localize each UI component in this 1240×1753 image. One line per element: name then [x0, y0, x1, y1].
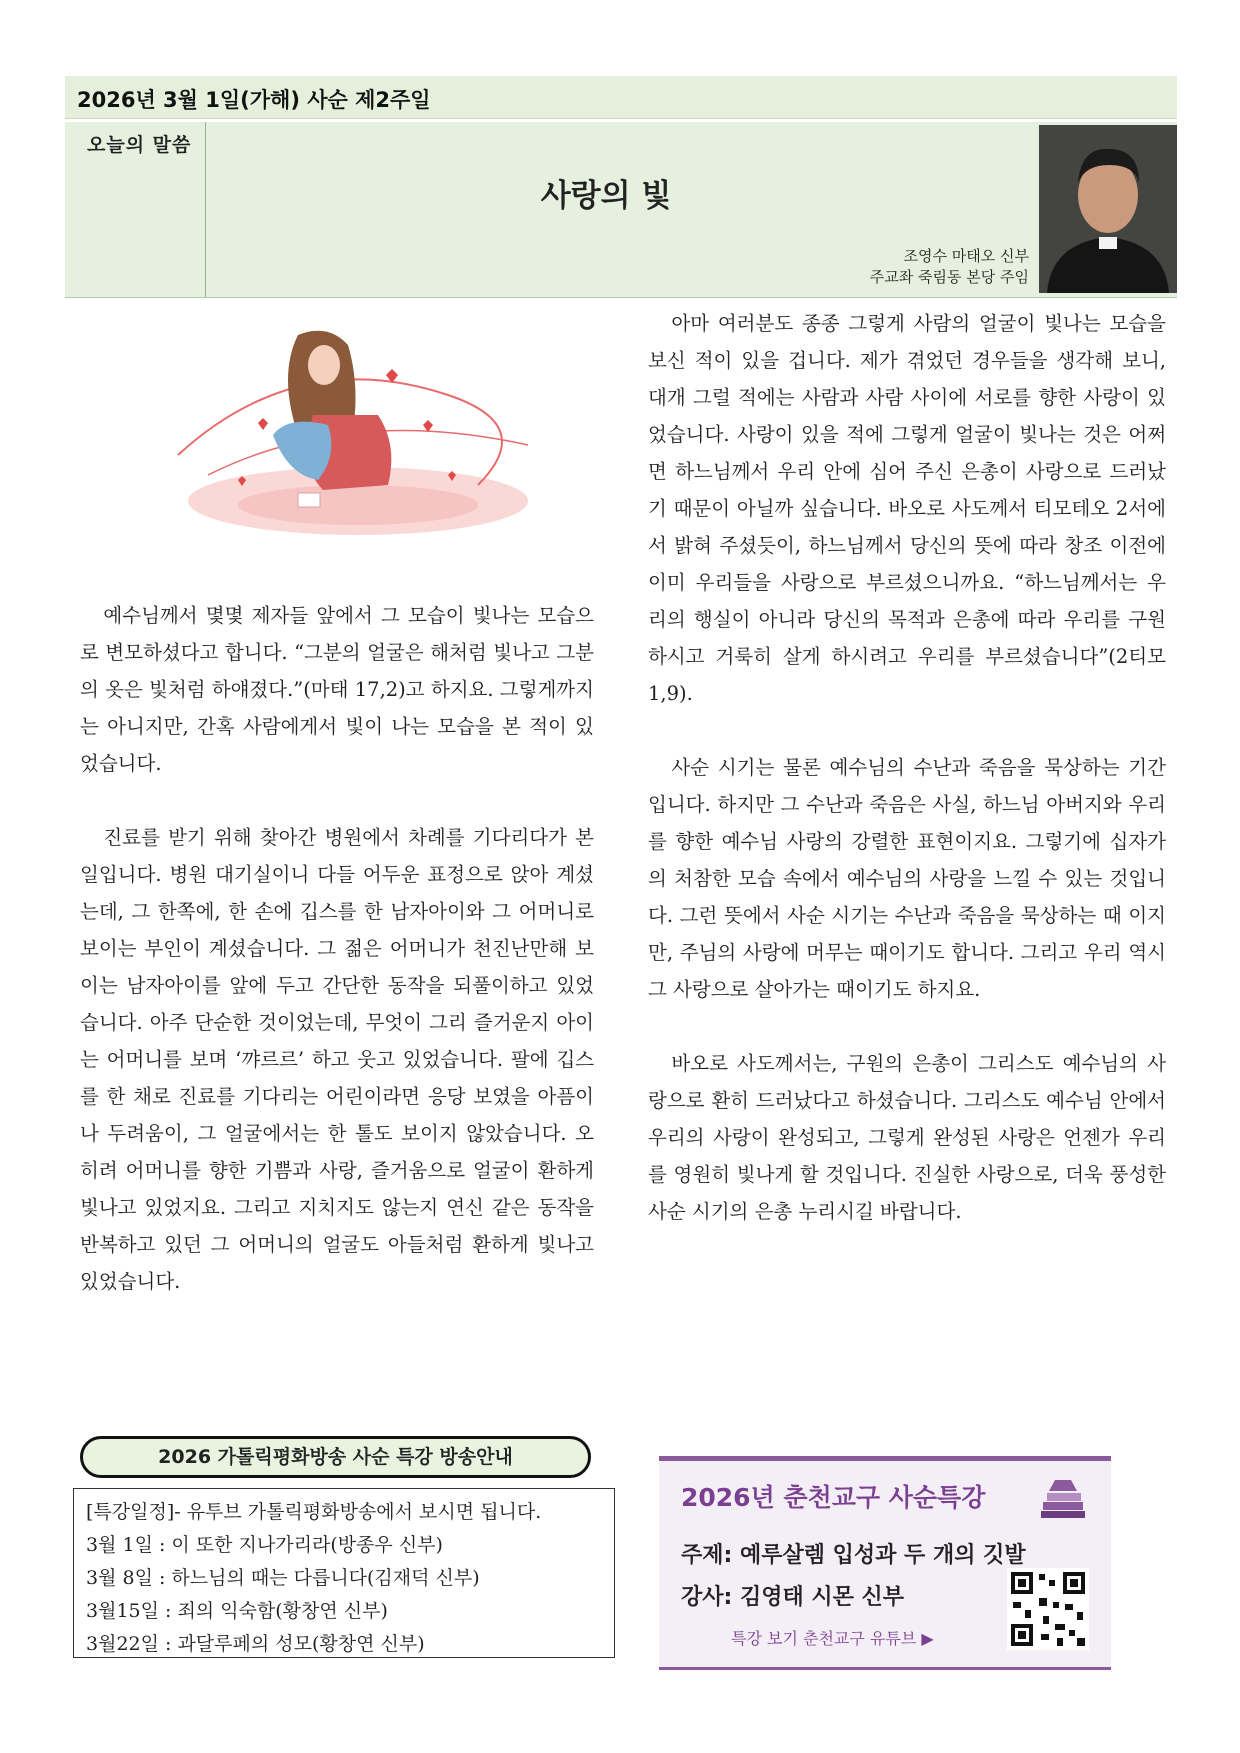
author-photo: [1039, 125, 1177, 293]
promo-top-border: [659, 1456, 1111, 1461]
author-name: 조영수 마태오 신부: [903, 247, 1029, 265]
promo-bottom-border: [659, 1667, 1111, 1670]
section-label: 오늘의 말씀: [87, 134, 192, 156]
schedule-intro: [특강일정]- 유투브 가톨릭평화방송에서 보시면 됩니다.: [86, 1501, 542, 1523]
promo-topic: 주제: 예루살렘 입성과 두 개의 깃발: [681, 1543, 1026, 1568]
schedule-item: 3월 1일 : 이 또한 지나가리라(방종우 신부): [86, 1534, 443, 1556]
date-bar: [65, 76, 1177, 119]
books-icon: [1037, 1476, 1089, 1520]
article-paragraph: 사순 시기는 물론 예수님의 수난과 죽음을 묵상하는 기간입니다. 하지만 그 수난과 죽음은 사실, 하느님 아버지와 우리를 향한 예수님 사랑의 강렬한 표현이지요. 그렇기에 십자가의 처참한 모습 속에서 예수님의 사랑을 느낄 수 있는 것입니다. 그런 뜻에서 사순 시기는 수난과 죽음을 묵상하는 때 이지만, 주님의 사랑에 머무는 때이기도 합니다. 그리고 우리 역시 그 사랑으로 살아가는 때이기도 하지요.: [648, 756, 1166, 1001]
article-paragraph: 진료를 받기 위해 찾아간 병원에서 차례를 기다리다가 본 일입니다. 병원 대기실이니 다들 어두운 표정으로 앉아 계셨는데, 그 한쪽에, 한 손에 깁스를 한 남자아이와 그 어머니로 보이는 부인이 계셨습니다. 그 젊은 어머니가 천진난만해 보이는 남자아이를 앞에 두고 간단한 동작을 되풀이하고 있었습니다. 아주 단순한 것이었는데, 무엇이 그리 즐거운지 아이는 어머니를 보며 ‘꺄르르’ 하고 웃고 있었습니다. 팔에 깁스를 한 채로 진료를 기다리는 어린이라면 응당 보였을 아픔이나 두려움이, 그 얼굴에서는 한 톨도 보이지 않았습니다. 오히려 어머니를 향한 기쁨과 사랑, 즐거움으로 얼굴이 환하게 빛나고 있었지요. 그리고 지치지도 않는지 연신 같은 동작을 반복하고 있던 그 어머니의 얼굴도 아들처럼 환하게 빛나고 있었습니다.: [80, 826, 594, 1293]
date-line: 2026년 3월 1일(가해) 사순 제2주일: [77, 88, 431, 112]
broadcast-heading-text: 2026 가톨릭평화방송 사순 특강 방송안내: [158, 1446, 513, 1468]
article-paragraph: 아마 여러분도 종종 그렇게 사람의 얼굴이 빛나는 모습을 보신 적이 있을 겁니다. 제가 겪었던 경우들을 생각해 보니, 대개 그럴 적에는 사람과 사람 사이에 서로를 향한 사랑이 있었습니다. 사랑이 있을 적에 그렇게 얼굴이 빛나는 것은 어쩌면 하느님께서 우리 안에 심어 주신 은총이 사랑으로 드러났기 때문이 아닐까 싶습니다. 바오로 사도께서 티모테오 2서에서 밝혀 주셨듯이, 하느님께서 당신의 뜻에 따라 창조 이전에 이미 우리들을 사랑으로 부르셨으니까요. “하느님께서는 우리의 행실이 아니라 당신의 목적과 은총에 따라 우리를 구원하시고 거룩히 살게 하시려고 우리를 부르셨습니다”(2티모 1,9).: [648, 312, 1166, 705]
schedule-item: 3월 8일 : 하느님의 때는 다릅니다(김재덕 신부): [86, 1567, 480, 1589]
broadcast-heading: [80, 1436, 591, 1478]
article-left-column: [80, 597, 594, 1300]
section-label-box: [65, 122, 206, 297]
qr-code-icon[interactable]: [1007, 1568, 1089, 1650]
promo-lecturer: 강사: 김영태 시몬 신부: [681, 1585, 905, 1610]
article-paragraph: 예수님께서 몇몇 제자들 앞에서 그 모습이 빛나는 모습으로 변모하셨다고 합니다. “그분의 얼굴은 해처럼 빛나고 그분의 옷은 빛처럼 하얘졌다.”(마태 17,2)고 하지요. 그렇게까지는 아니지만, 간혹 사람에게서 빛이 나는 모습을 본 적이 있었습니다.: [80, 604, 594, 775]
promo-title: 2026년 춘천교구 사순특강: [681, 1483, 986, 1512]
schedule-item: 3월15일 : 죄의 익숙함(황창연 신부): [86, 1600, 388, 1622]
author-role: 주교좌 죽림동 본당 주임: [869, 268, 1029, 286]
author-block: [870, 246, 1029, 288]
article-right-column: [648, 305, 1166, 1230]
schedule-item: 3월22일 : 과달루페의 성모(황창연 신부): [86, 1633, 425, 1655]
mother-child-illustration: [148, 305, 580, 543]
page-title: 사랑의 빛: [540, 178, 672, 214]
youtube-link[interactable]: 특강 보기 춘천교구 유튜브 ▶: [731, 1629, 934, 1648]
header-box: [65, 122, 1177, 298]
article-paragraph: 바오로 사도께서는, 구원의 은총이 그리스도 예수님의 사랑으로 환히 드러났다고 하셨습니다. 그리스도 예수님 안에서 우리의 사랑이 완성되고, 그렇게 완성된 사랑은 언젠가 우리를 영원히 빛나게 할 것입니다. 진실한 사랑으로, 더욱 풍성한 사순 시기의 은총 누리시길 바랍니다.: [648, 1052, 1166, 1223]
lenten-lecture-promo[interactable]: [659, 1456, 1111, 1670]
broadcast-schedule: [73, 1488, 615, 1658]
